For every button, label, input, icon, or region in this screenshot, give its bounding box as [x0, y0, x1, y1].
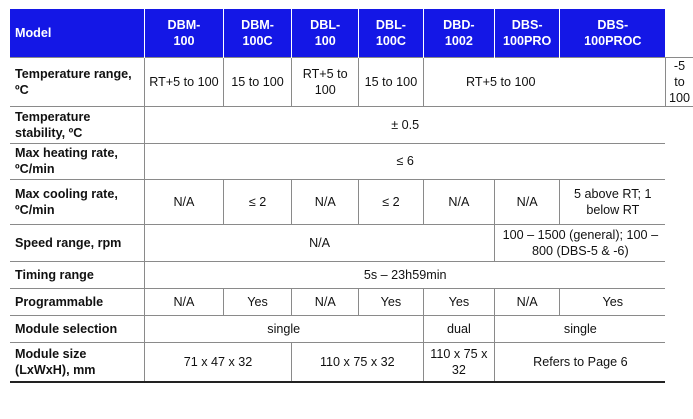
row-temperature-stability: [10, 106, 693, 143]
header-dbs-100pro: DBS- 100PRO: [495, 9, 560, 57]
row-label: Module size (LxWxH), mm: [10, 342, 144, 382]
header-dbd-1002: DBD- 1002: [423, 9, 495, 57]
cell-value: N/A: [423, 179, 495, 224]
row-label: Max cooling rate, ºC/min: [10, 179, 144, 224]
cell-value: 15 to 100: [223, 57, 291, 106]
cell-value: single: [144, 315, 423, 342]
row-temperature-range: [10, 57, 693, 106]
header-dbm-100: DBM- 100: [144, 9, 223, 57]
header-model: Model: [10, 9, 144, 57]
cell-value: RT+5 to 100: [144, 57, 223, 106]
cell-value: Yes: [223, 288, 291, 315]
header-dbl-100: DBL- 100: [292, 9, 359, 57]
row-timing-range: [10, 261, 693, 288]
row-label: Temperature stability, ºC: [10, 106, 144, 143]
header-dbl-100c: DBL- 100C: [359, 9, 423, 57]
cell-value: N/A: [292, 179, 359, 224]
row-label: Module selection: [10, 315, 144, 342]
cell-value: 100 – 1500 (general); 100 – 800 (DBS-5 & -6): [495, 224, 666, 261]
row-module-size: [10, 342, 693, 382]
cell-value: Yes: [423, 288, 495, 315]
cell-value: 110 x 75 x 32: [292, 342, 423, 382]
cell-value: -5 to 100: [665, 57, 693, 106]
row-label: Timing range: [10, 261, 144, 288]
row-max-heating-rate: [10, 143, 693, 179]
cell-value: 15 to 100: [359, 57, 423, 106]
cell-value: 5s – 23h59min: [144, 261, 665, 288]
cell-value: 110 x 75 x 32: [423, 342, 495, 382]
cell-value: ≤ 2: [359, 179, 423, 224]
row-module-selection: [10, 315, 693, 342]
cell-value: ≤ 6: [144, 143, 665, 179]
row-label: Max heating rate, ºC/min: [10, 143, 144, 179]
row-label: Programmable: [10, 288, 144, 315]
cell-value: N/A: [495, 179, 560, 224]
row-programmable: [10, 288, 693, 315]
header-dbm-100c: DBM- 100C: [223, 9, 291, 57]
cell-value: N/A: [292, 288, 359, 315]
cell-value: N/A: [144, 224, 494, 261]
row-label: Temperature range, ºC: [10, 57, 144, 106]
cell-value: 71 x 47 x 32: [144, 342, 291, 382]
spec-table: [10, 9, 693, 383]
row-label: Speed range, rpm: [10, 224, 144, 261]
cell-value: ≤ 2: [223, 179, 291, 224]
cell-value: N/A: [144, 288, 223, 315]
cell-value: RT+5 to 100: [423, 57, 665, 106]
cell-value: Yes: [359, 288, 423, 315]
cell-value: Yes: [560, 288, 666, 315]
cell-value: RT+5 to 100: [292, 57, 359, 106]
cell-value: ± 0.5: [144, 106, 665, 143]
cell-value: dual: [423, 315, 495, 342]
header-row: [10, 9, 693, 57]
header-dbs-100proc: DBS- 100PROC: [560, 9, 666, 57]
row-speed-range: [10, 224, 693, 261]
cell-value: N/A: [495, 288, 560, 315]
cell-value: 5 above RT; 1 below RT: [560, 179, 666, 224]
cell-value: Refers to Page 6: [495, 342, 666, 382]
row-max-cooling-rate: [10, 179, 693, 224]
cell-value: single: [495, 315, 666, 342]
cell-value: N/A: [144, 179, 223, 224]
